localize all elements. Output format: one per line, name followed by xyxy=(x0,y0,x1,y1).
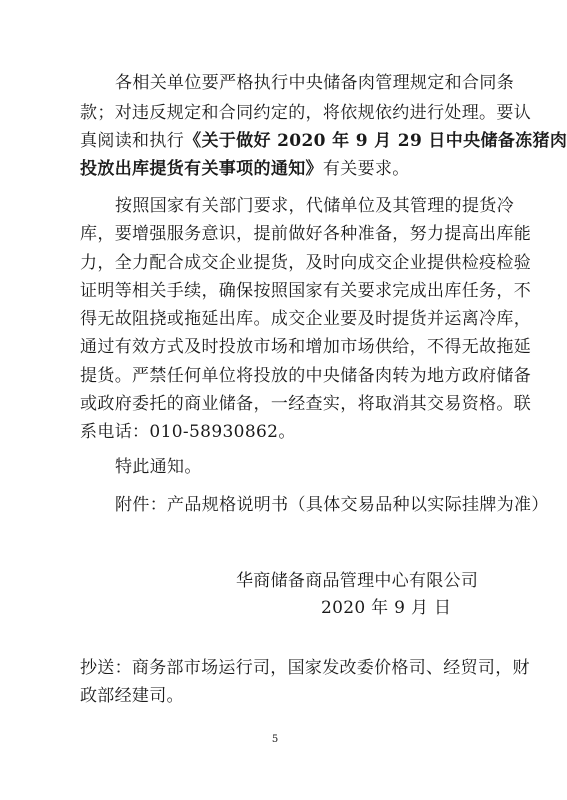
paragraph-2-line-9: 系电话：010-58930862。 xyxy=(80,422,296,442)
notice-title-part-1: 《关于做好 2020 年 9 月 29 日中央储备冻猪肉 xyxy=(184,131,567,151)
paragraph-2-line-7: 提货。严禁任何单位将投放的中央储备肉转为地方政府储备 xyxy=(80,366,532,386)
paragraph-1-line-3-text: 真阅读和执行 xyxy=(80,131,185,151)
paragraph-1-line-1: 各相关单位要严格执行中央储备肉管理规定和合同条 xyxy=(115,73,515,93)
cc-line-2: 政部经建司。 xyxy=(80,686,184,706)
paragraph-2-line-8: 或政府委托的商业储备，一经查实，将取消其交易资格。联 xyxy=(80,394,532,414)
signature-date: 2020 年 9 月 日 xyxy=(321,598,452,618)
paragraph-2-line-5: 得无故阻挠或拖延出库。成交企业要及时提货并运离冷库， xyxy=(80,309,532,329)
notice-title-part-2: 投放出库提货有关事项的通知》 xyxy=(80,159,323,179)
paragraph-2-line-1: 按照国家有关部门要求，代储单位及其管理的提货冷 xyxy=(115,196,515,216)
paragraph-1-line-4-text: 有关要求。 xyxy=(322,159,410,179)
paragraph-2-line-3: 力，全力配合成交企业提货，及时向成交企业提供检疫检验 xyxy=(80,253,532,273)
cc-line-1: 抄送：商务部市场运行司，国家发改委价格司、经贸司，财 xyxy=(80,658,530,678)
paragraph-1-line-3 xyxy=(80,131,567,151)
paragraph-2-line-4: 证明等相关手续，确保按照国家有关要求完成出库任务，不 xyxy=(80,281,532,301)
closing-text: 特此通知。 xyxy=(115,457,202,477)
paragraph-1-line-2: 款；对违反规定和合同约定的，将依规依约进行处理。要认 xyxy=(80,103,532,123)
paragraph-2-line-2: 库，要增强服务意识，提前做好各种准备，努力提高出库能 xyxy=(80,224,532,244)
attachment-note: 附件：产品规格说明书（具体交易品种以实际挂牌为准） xyxy=(115,495,549,515)
paragraph-2-line-6: 通过有效方式及时投放市场和增加市场供给，不得无故拖延 xyxy=(80,337,532,357)
page-number: 5 xyxy=(271,734,279,745)
paragraph-1-line-4 xyxy=(80,159,472,179)
signature-organization: 华商储备商品管理中心有限公司 xyxy=(236,571,479,591)
